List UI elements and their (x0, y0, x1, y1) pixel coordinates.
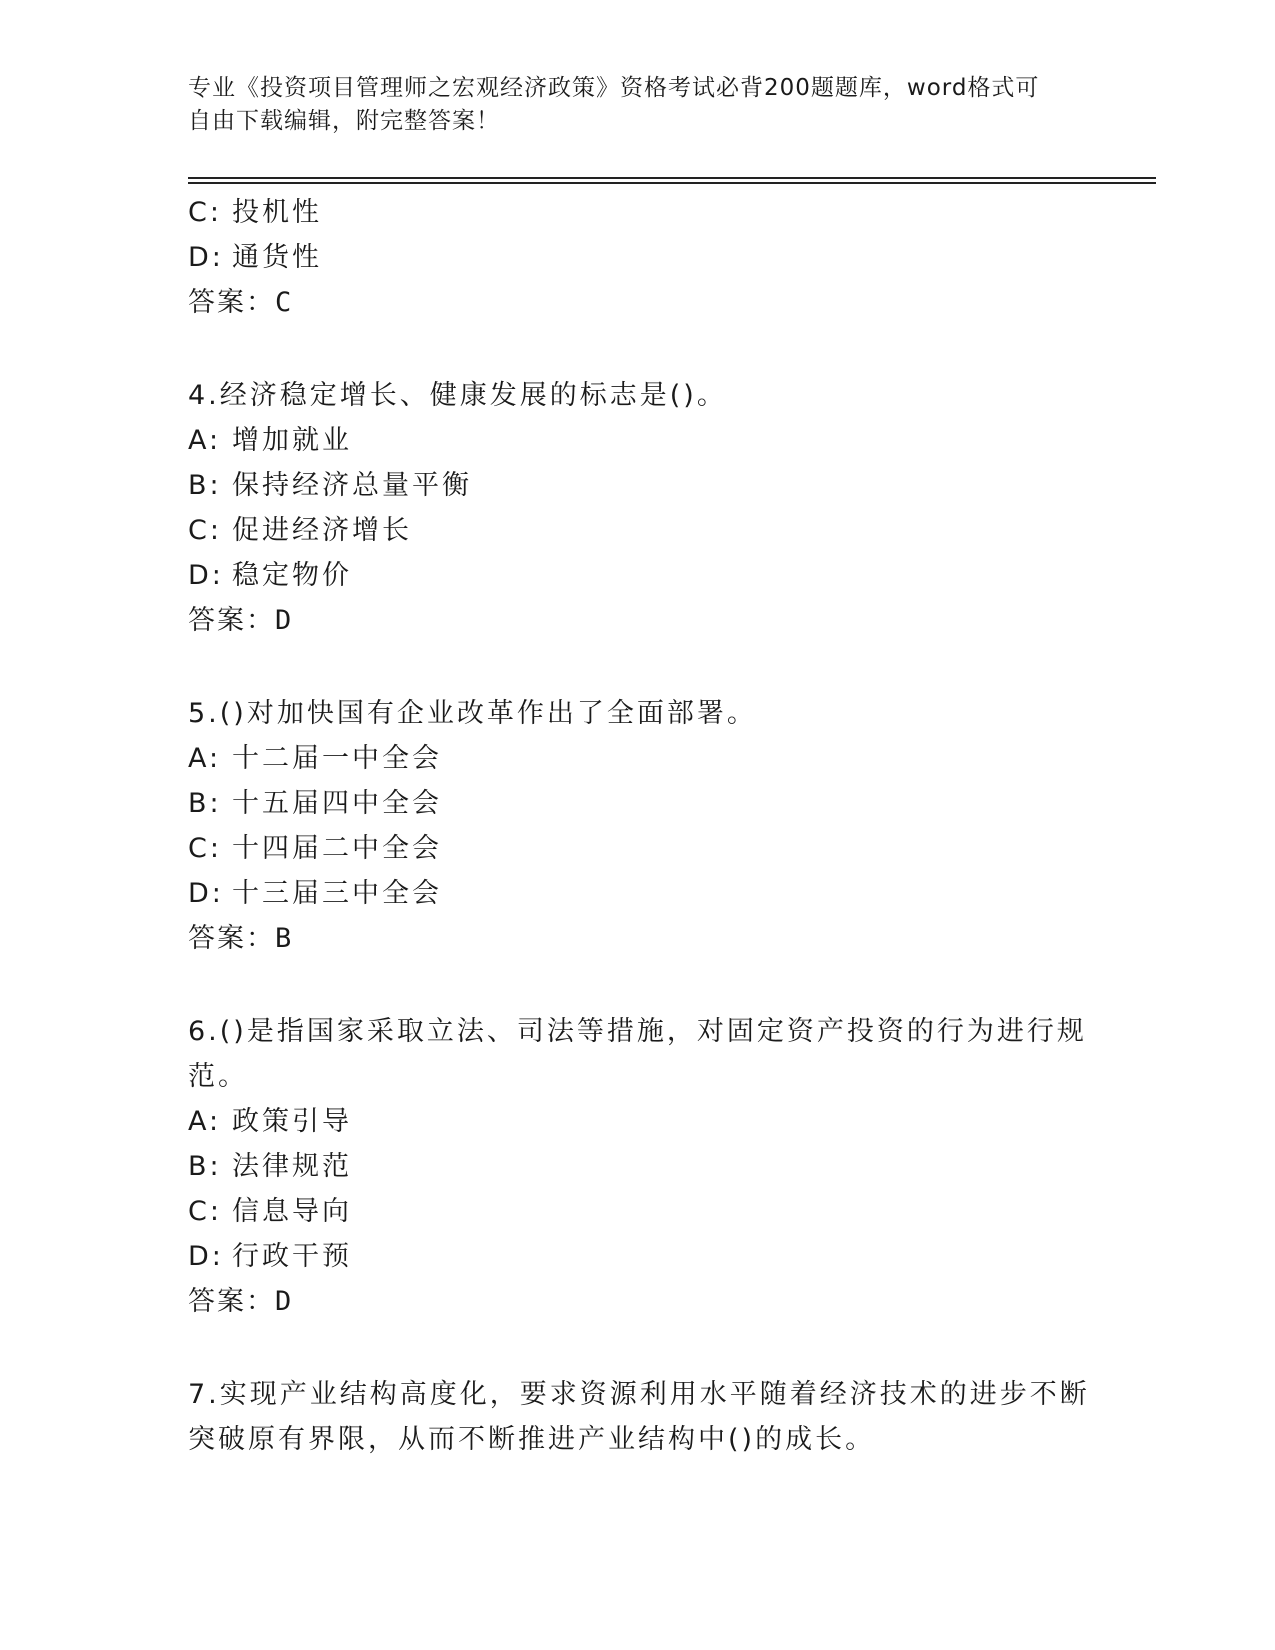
answer-line: 答案：D (188, 1286, 294, 1317)
answer-line: 答案：B (188, 923, 294, 954)
option-text: 稳定物价 (232, 560, 352, 591)
option-key: D: (188, 560, 224, 591)
question-3-continued (188, 190, 1068, 326)
option-text: 投机性 (232, 197, 322, 228)
option-text: 促进经济增长 (232, 515, 412, 546)
option-line (188, 871, 1068, 916)
question-stem-continued: 突破原有界限，从而不断推进产业结构中()的成长。 (188, 1424, 876, 1455)
option-line (188, 190, 1068, 235)
answer-line: 答案：D (188, 605, 294, 636)
option-text: 十二届一中全会 (232, 743, 442, 774)
option-key: D: (188, 878, 224, 909)
option-line (188, 553, 1068, 598)
option-text: 增加就业 (232, 425, 352, 456)
question-7 (188, 1372, 1090, 1462)
option-line (188, 1189, 1068, 1234)
option-text: 行政干预 (232, 1241, 352, 1272)
header-divider-top (188, 177, 1156, 179)
question-stem: 4.经济稳定增长、健康发展的标志是()。 (188, 380, 727, 411)
option-text: 通货性 (232, 242, 322, 273)
answer-line: 答案：C (188, 287, 294, 318)
option-line (188, 736, 1068, 781)
document-header (188, 72, 1068, 138)
option-text: 十三届三中全会 (232, 878, 442, 909)
option-text: 法律规范 (232, 1151, 352, 1182)
question-4 (188, 373, 1068, 644)
option-line (188, 508, 1068, 553)
option-text: 十四届二中全会 (232, 833, 442, 864)
option-key: B: (188, 1151, 222, 1182)
question-list (188, 190, 1090, 1462)
option-key: C: (188, 515, 222, 546)
option-key: B: (188, 470, 222, 501)
option-key: B: (188, 788, 222, 819)
option-line (188, 1144, 1068, 1189)
option-line (188, 1234, 1068, 1279)
option-key: A: (188, 743, 222, 774)
question-5 (188, 691, 1068, 962)
question-stem: 6.()是指国家采取立法、司法等措施，对固定资产投资的行为进行规 (188, 1016, 1087, 1047)
option-line (188, 463, 1068, 508)
option-text: 保持经济总量平衡 (232, 470, 472, 501)
option-line (188, 1099, 1068, 1144)
option-text: 信息导向 (232, 1196, 352, 1227)
header-line-2: 自由下载编辑，附完整答案！ (188, 108, 500, 134)
option-key: A: (188, 425, 222, 456)
question-stem: 7.实现产业结构高度化，要求资源利用水平随着经济技术的进步不断 (188, 1379, 1090, 1410)
option-line (188, 826, 1068, 871)
option-key: C: (188, 1196, 222, 1227)
option-line (188, 781, 1068, 826)
question-stem-continued: 范。 (188, 1061, 248, 1092)
option-text: 政策引导 (232, 1106, 352, 1137)
header-divider-bottom (188, 182, 1156, 184)
option-key: D: (188, 242, 224, 273)
option-text: 十五届四中全会 (232, 788, 442, 819)
header-line-1: 专业《投资项目管理师之宏观经济政策》资格考试必背200题题库，word格式可 (188, 75, 1040, 101)
question-stem: 5.()对加快国有企业改革作出了全面部署。 (188, 698, 757, 729)
option-key: D: (188, 1241, 224, 1272)
option-key: C: (188, 197, 222, 228)
option-key: A: (188, 1106, 222, 1137)
option-line (188, 235, 1068, 280)
question-6 (188, 1009, 1087, 1325)
option-line (188, 418, 1068, 463)
option-key: C: (188, 833, 222, 864)
